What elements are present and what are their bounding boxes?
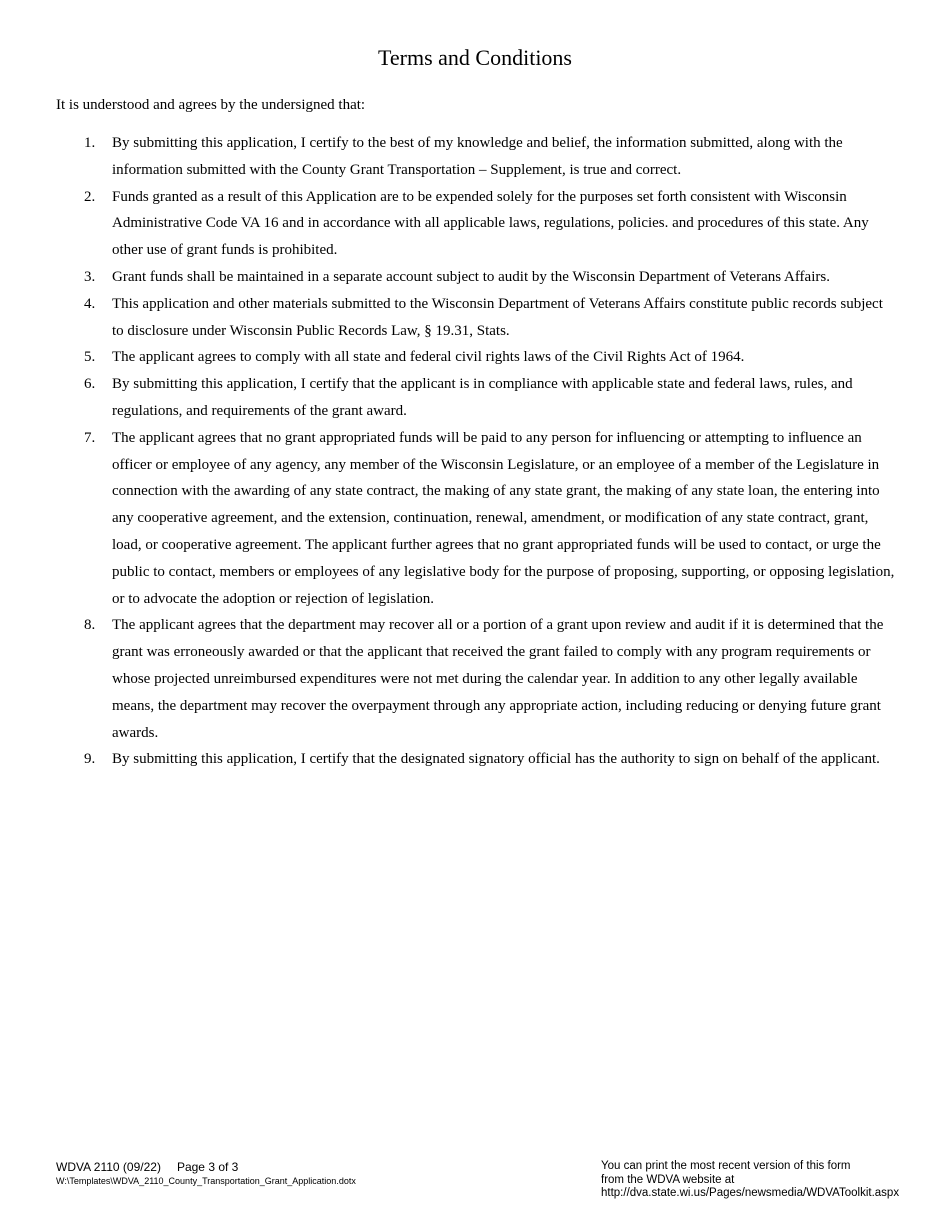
footer-print-note bbox=[601, 1160, 931, 1201]
term-number: 6. bbox=[84, 376, 96, 393]
template-path: W:\Templates\WDVA_2110_County_Transportation_Grant_Application.dotx bbox=[56, 1176, 356, 1186]
term-item bbox=[56, 264, 896, 291]
form-id: WDVA 2110 (09/22) bbox=[56, 1160, 161, 1174]
term-text: By submitting this application, I certify that the designated signatory official has the authority to sign on behalf of the applicant. bbox=[112, 751, 880, 768]
print-note-line-1: You can print the most recent version of this form bbox=[601, 1160, 851, 1172]
term-number: 1. bbox=[84, 135, 96, 151]
terms-list bbox=[56, 130, 896, 773]
footer-form-info bbox=[56, 1160, 356, 1188]
term-item bbox=[56, 612, 896, 746]
footer-form-line bbox=[56, 1160, 356, 1175]
term-text: Funds granted as a result of this Application are to be expended solely for the purposes set forth consistent with Wisconsin Administrative Code VA 16 and in accordance with all applicable laws, regulations, policies. and procedures of this state. Any other use of grant funds is prohibited. bbox=[112, 188, 869, 259]
term-item bbox=[56, 130, 896, 184]
term-number: 9. bbox=[84, 751, 96, 768]
term-number: 3. bbox=[84, 268, 96, 285]
term-text: The applicant agrees that the department may recover all or a portion of a grant upon review and audit if it is determined that the grant was erroneously awarded or that the applicant that received the grant failed to comply with any program requirements or whose projected unreimbursed expenditures were not met during the calendar year. In addition to any other legally available means, the department may recover the overpayment through any appropriate action, including reducing or denying future grant awards. bbox=[112, 617, 884, 741]
term-item bbox=[56, 425, 896, 613]
term-item bbox=[56, 371, 896, 425]
term-number: 5. bbox=[84, 349, 96, 366]
term-item bbox=[56, 291, 896, 345]
page-number: Page 3 of 3 bbox=[176, 1160, 239, 1174]
term-text: The applicant agrees to comply with all state and federal civil rights laws of the Civil Rights Act of 1964. bbox=[112, 349, 745, 366]
term-number: 2. bbox=[84, 188, 96, 205]
term-text: This application and other materials submitted to the Wisconsin Department of Veterans Affairs constitute public records subject to disclosure under Wisconsin Public Records Law, § 19.31, Stats. bbox=[112, 295, 883, 339]
term-item bbox=[56, 344, 896, 371]
page-title: Terms and Conditions bbox=[377, 45, 572, 70]
term-number: 7. bbox=[84, 429, 96, 446]
intro-text: It is understood and agrees by the undersigned that: bbox=[56, 97, 366, 113]
term-number: 4. bbox=[84, 295, 96, 312]
term-text: The applicant agrees that no grant appropriated funds will be paid to any person for influencing or attempting to influence an officer or employee of any agency, any member of the Wisconsin Legislature, or an employee of a member of the Legislature in connection with the awarding of any state contract, the making of any state grant, the making of any state loan, the entering into any cooperative agreement, and the extension, continuation, renewal, amendment, or modification of any state contract, grant, load, or cooperative agreement. The applicant further agrees that no grant appropriated funds will be used to contact, or urge the public to contact, members or employees of any legislative body for the purpose of proposing, supporting, or opposing legislation, or to advocate the adoption or rejection of legislation. bbox=[112, 429, 895, 607]
print-url: http://dva.state.wi.us/Pages/newsmedia/WDVAToolkit.aspx bbox=[601, 1187, 900, 1199]
term-text: By submitting this application, I certify to the best of my knowledge and belief, the information submitted, along with the information submitted with the County Grant Transportation – Supplement, is true and correct. bbox=[112, 135, 843, 178]
term-number: 8. bbox=[84, 617, 96, 634]
term-text: Grant funds shall be maintained in a separate account subject to audit by the Wisconsin Department of Veterans Affairs. bbox=[112, 268, 830, 285]
term-text: By submitting this application, I certify that the applicant is in compliance with applicable state and federal laws, rules, and regulations, and requirements of the grant award. bbox=[112, 376, 853, 419]
term-item bbox=[56, 184, 896, 264]
print-note-line-2: from the WDVA website at bbox=[601, 1173, 735, 1186]
term-item bbox=[56, 746, 896, 773]
